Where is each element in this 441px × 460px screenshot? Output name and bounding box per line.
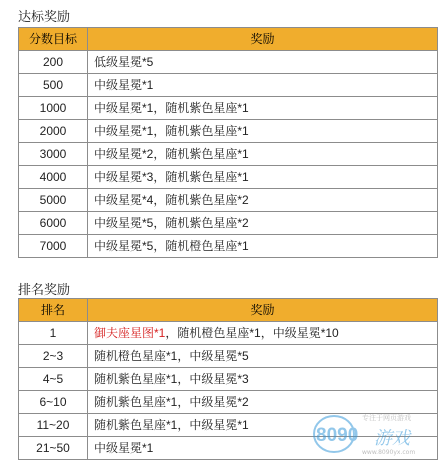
score-target-cell: 4000 — [19, 166, 88, 189]
reward-text: 随机紫色星座*1，中级星冕*1 — [94, 418, 249, 432]
score-target-cell: 5000 — [19, 189, 88, 212]
reward-cell: 中级星冕*4，随机紫色星座*2 — [88, 189, 438, 212]
reward-cell: 中级星冕*1 — [88, 74, 438, 97]
table-row — [19, 235, 438, 258]
table-header-row — [19, 299, 438, 322]
watermark-logo — [312, 408, 438, 456]
target-reward-table — [18, 27, 438, 258]
reward-cell: 中级星冕*1，随机紫色星座*1 — [88, 120, 438, 143]
score-target-header: 分数目标 — [19, 28, 88, 51]
reward-header: 奖励 — [88, 299, 438, 322]
rank-reward-title: 排名奖励 — [18, 282, 71, 297]
rank-cell: 1 — [19, 322, 88, 345]
score-target-cell: 500 — [19, 74, 88, 97]
rank-cell: 11~20 — [19, 414, 88, 437]
table-row — [19, 189, 438, 212]
reward-cell — [88, 345, 438, 368]
target-reward-title: 达标奖励 — [18, 9, 71, 24]
rank-cell: 2~3 — [19, 345, 88, 368]
reward-text: ，随机橙色星座*1，中级星冕*10 — [165, 326, 339, 340]
table-row — [19, 166, 438, 189]
reward-header: 奖励 — [88, 28, 438, 51]
table-row — [19, 120, 438, 143]
table-row — [19, 74, 438, 97]
reward-cell: 中级星冕*1，随机紫色星座*1 — [88, 97, 438, 120]
reward-text: 随机紫色星座*1，中级星冕*2 — [94, 395, 249, 409]
table-header-row — [19, 28, 438, 51]
logo-url: www.8090yx.com — [362, 449, 416, 456]
table-row — [19, 212, 438, 235]
reward-cell: 中级星冕*5，随机橙色星座*1 — [88, 235, 438, 258]
table-row — [19, 97, 438, 120]
score-target-cell: 6000 — [19, 212, 88, 235]
score-target-cell: 200 — [19, 51, 88, 74]
reward-cell: 中级星冕*3，随机紫色星座*1 — [88, 166, 438, 189]
rank-cell: 21~50 — [19, 437, 88, 460]
score-target-cell: 1000 — [19, 97, 88, 120]
logo-tagline: 专注于网页游戏 — [362, 414, 411, 422]
logo-number: 8090 — [316, 425, 359, 446]
rank-cell: 6~10 — [19, 391, 88, 414]
logo-brand: 游戏 — [374, 428, 410, 449]
reward-cell: 中级星冕*5，随机紫色星座*2 — [88, 212, 438, 235]
score-target-cell: 7000 — [19, 235, 88, 258]
reward-text: 中级星冕*1 — [94, 441, 154, 455]
table-row — [19, 345, 438, 368]
rank-cell: 4~5 — [19, 368, 88, 391]
highlight-reward: 御夫座星图*1 — [94, 326, 166, 340]
table-row — [19, 51, 438, 74]
reward-text: 随机紫色星座*1，中级星冕*3 — [94, 372, 249, 386]
reward-cell — [88, 368, 438, 391]
reward-cell: 低级星冕*5 — [88, 51, 438, 74]
rank-header: 排名 — [19, 299, 88, 322]
table-row — [19, 322, 438, 345]
score-target-cell: 3000 — [19, 143, 88, 166]
table-row — [19, 368, 438, 391]
reward-text: 随机橙色星座*1，中级星冕*5 — [94, 349, 249, 363]
reward-cell — [88, 322, 438, 345]
score-target-cell: 2000 — [19, 120, 88, 143]
reward-cell: 中级星冕*2，随机紫色星座*1 — [88, 143, 438, 166]
table-row — [19, 143, 438, 166]
